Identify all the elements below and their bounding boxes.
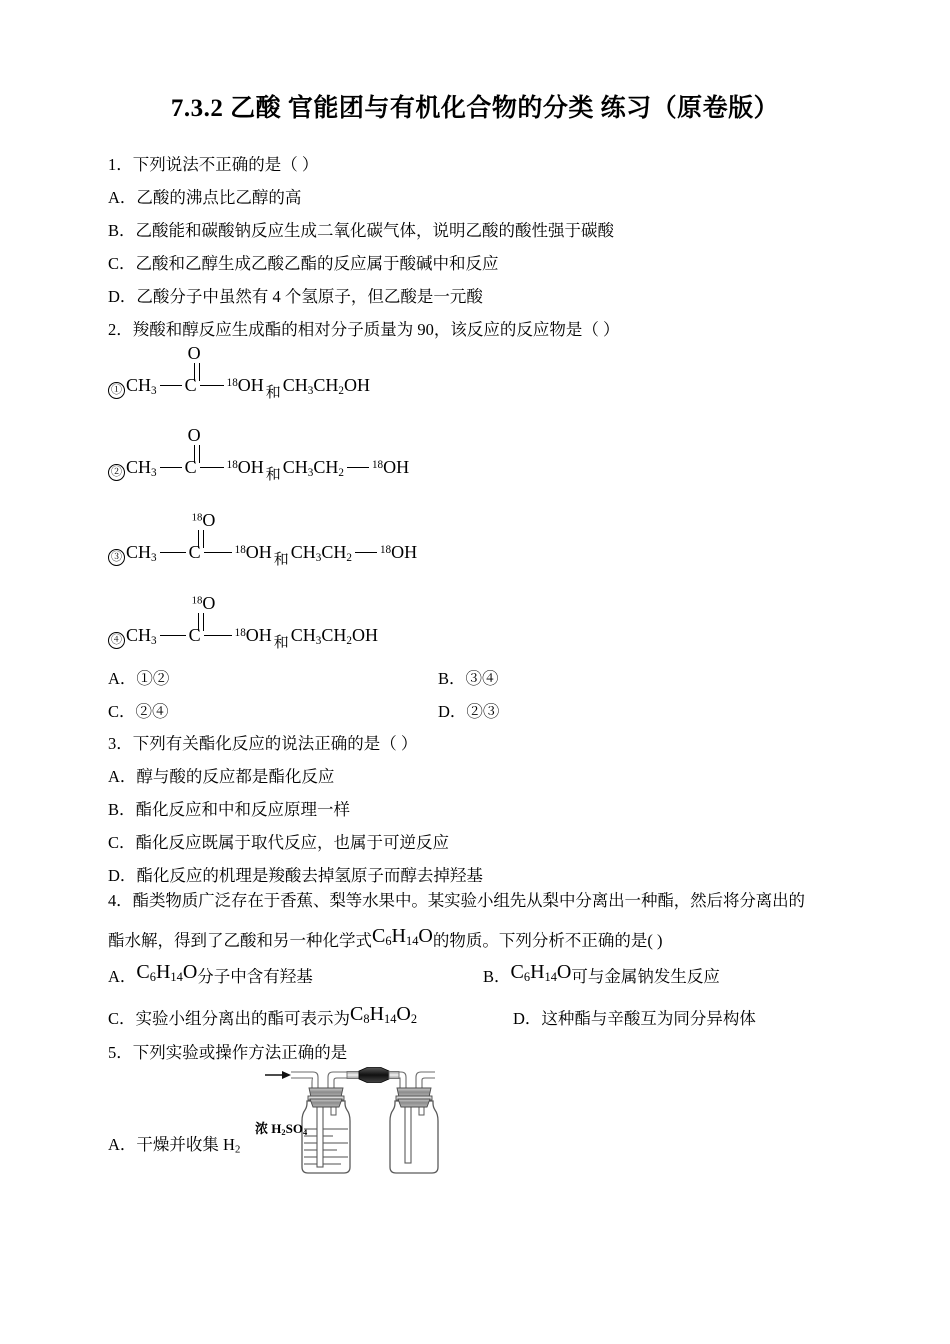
- question-2-option-row-2: [108, 695, 868, 728]
- right-outlet-tube: [416, 1072, 435, 1089]
- double-bond-icon: [194, 363, 201, 381]
- question-4-option-a[interactable]: [108, 960, 313, 998]
- carbonyl-oxygen-label: O: [187, 343, 201, 363]
- structure-4-marker: ④: [108, 632, 125, 649]
- question-2-structure-4: ④ $CH_3$ C $^{18}$O $^{18}$OH 和 $CH_3CH_2OH$: [108, 625, 378, 649]
- bond-line: [200, 385, 224, 386]
- conjunction-he: 和: [265, 385, 281, 401]
- option-a-prefix: A．: [108, 967, 137, 986]
- option-a-prefix: A．: [108, 1135, 137, 1154]
- question-3-option-c[interactable]: C．酯化反应既属于取代反应，也属于可逆反应: [108, 833, 450, 852]
- question-4-option-row-1: [108, 960, 868, 1002]
- formula-c6h14o: $C_6H_{14}O$: [136, 961, 198, 985]
- left-stopper-lower: [310, 1099, 342, 1107]
- bond-line: [160, 385, 182, 386]
- question-1-option-d[interactable]: D．乙酸分子中虽然有 4 个氢原子，但乙酸是一元酸: [108, 287, 483, 306]
- bond-line: [160, 635, 186, 636]
- question-4-stem-line-1: 4．酯类物质广泛存在于香蕉、梨等水果中。某实验小组先从梨中分离出一种酯，然后将分离出的: [108, 891, 805, 910]
- question-1-option-c[interactable]: C．乙酸和乙醇生成乙酸乙酯的反应属于酸碱中和反应: [108, 254, 499, 273]
- bond-line: [160, 467, 182, 468]
- page-title: 7.3.2 乙酸 官能团与有机化合物的分类 练习（原卷版）: [170, 95, 780, 122]
- question-4-option-b[interactable]: [483, 960, 720, 998]
- option-c-prefix: C．: [108, 1009, 136, 1028]
- question-3-option-a[interactable]: A．醇与酸的反应都是酯化反应: [108, 767, 335, 786]
- question-1-stem: 1．下列说法不正确的是（ ）: [108, 155, 319, 174]
- option-a-text: 干燥并收集 H: [136, 1135, 235, 1154]
- oxygen-isotope-18: 18: [191, 594, 203, 607]
- question-2-structure-2: ② $CH_3$ C O $^{18}$OH 和 $CH_3CH_2^{18}OH$: [108, 457, 409, 481]
- question-4-options: [108, 960, 868, 1044]
- question-4-block: [108, 884, 868, 968]
- question-3-option-d[interactable]: D．酯化反应的机理是羧酸去掉氢原子而醇去掉羟基: [108, 866, 483, 885]
- question-2-structure-3: ③ $CH_3$ C $^{18}$O $^{18}$OH 和 $CH_3CH_2^{18}OH$: [108, 542, 417, 566]
- question-3-block: [108, 727, 868, 892]
- question-5-block: [108, 1036, 868, 1069]
- question-1-option-b[interactable]: B．乙酸能和碳酸钠反应生成二氧化碳气体，说明乙酸的酸性强于碳酸: [108, 221, 615, 240]
- bond-line: [160, 552, 186, 553]
- pinch-clamp-icon: [359, 1068, 389, 1083]
- question-2-block: [108, 313, 868, 346]
- left-outlet-tube: [328, 1072, 347, 1089]
- structure-1-marker: ①: [108, 382, 125, 399]
- question-2-options: [108, 662, 868, 728]
- bond-line: [204, 635, 232, 636]
- bond-line: [347, 467, 369, 468]
- question-1-option-a[interactable]: A．乙酸的沸点比乙醇的高: [108, 188, 302, 207]
- question-2-stem: 2．羧酸和醇反应生成酯的相对分子质量为 90，该反应的反应物是（ ）: [108, 320, 620, 339]
- bond-line: [200, 467, 224, 468]
- option-a-text: 分子中含有羟基: [197, 967, 313, 986]
- question-2-option-row-1: [108, 662, 868, 695]
- formula-c6h14o: $C_6H_{14}O$: [510, 961, 572, 985]
- left-inlet-tube: [291, 1072, 318, 1089]
- formula-c6h14o: $C_6H_{14}O$: [372, 925, 433, 949]
- structure-3-marker: ③: [108, 549, 125, 566]
- question-4-stem-text-a: 酯水解，得到了乙酸和另一种化学式: [108, 931, 372, 950]
- right-inlet-tube: [399, 1072, 406, 1089]
- option-c-text: 实验小组分离出的酯可表示为: [135, 1009, 351, 1028]
- question-2-option-a[interactable]: A．①②: [108, 669, 170, 688]
- question-2-structure-1: ① $CH_3$ C O $^{18}$OH 和 $CH_3CH_2OH$: [108, 375, 370, 399]
- question-5-stem: 5．下列实验或操作方法正确的是: [108, 1043, 348, 1062]
- reagent-label-h2so4: 浓 $H_2SO_4$: [255, 1121, 308, 1138]
- carbonyl-oxygen-label: $^{18}$O: [191, 510, 216, 530]
- conjunction-he: 和: [265, 467, 281, 483]
- inlet-arrow-icon: [265, 1071, 291, 1079]
- option-b-prefix: B．: [483, 967, 511, 986]
- structure-2-marker: ②: [108, 464, 125, 481]
- conjunction-he: 和: [273, 552, 289, 568]
- double-bond-icon: [198, 613, 205, 631]
- carbonyl-oxygen-label: O: [187, 425, 201, 445]
- connector-tube-right: [389, 1072, 399, 1079]
- option-b-text: 可与金属钠发生反应: [571, 967, 720, 986]
- question-3-stem: 3．下列有关酯化反应的说法正确的是（ ）: [108, 734, 418, 753]
- question-2-option-c[interactable]: C．②④: [108, 702, 169, 721]
- right-stopper-lower: [398, 1099, 430, 1107]
- carbonyl-oxygen-label: $^{18}$O: [191, 593, 216, 613]
- option-a-subscript: 2: [234, 1143, 241, 1156]
- bond-line: [355, 552, 377, 553]
- question-1-block: [108, 148, 868, 313]
- oxygen-isotope-18: 18: [191, 511, 203, 524]
- question-4-option-d[interactable]: D．这种酯与辛酸互为同分异构体: [513, 1009, 756, 1028]
- question-5-options: [108, 1128, 868, 1167]
- bond-line: [204, 552, 232, 553]
- question-3-option-b[interactable]: B．酯化反应和中和反应原理一样: [108, 800, 351, 819]
- question-2-option-b[interactable]: B．③④: [438, 669, 499, 688]
- question-2-option-d[interactable]: D．②③: [438, 702, 500, 721]
- question-4-stem-text-b: 的物质。下列分析不正确的是( ): [432, 931, 663, 950]
- connector-tube-left: [347, 1072, 359, 1079]
- formula-c8h14o2: $C_8H_{14}O_2$: [350, 1003, 418, 1027]
- double-bond-icon: [198, 530, 205, 548]
- double-bond-icon: [194, 445, 201, 463]
- question-5-option-a[interactable]: [108, 1128, 868, 1167]
- question-4-option-c[interactable]: [108, 1002, 417, 1040]
- conjunction-he: 和: [273, 635, 289, 651]
